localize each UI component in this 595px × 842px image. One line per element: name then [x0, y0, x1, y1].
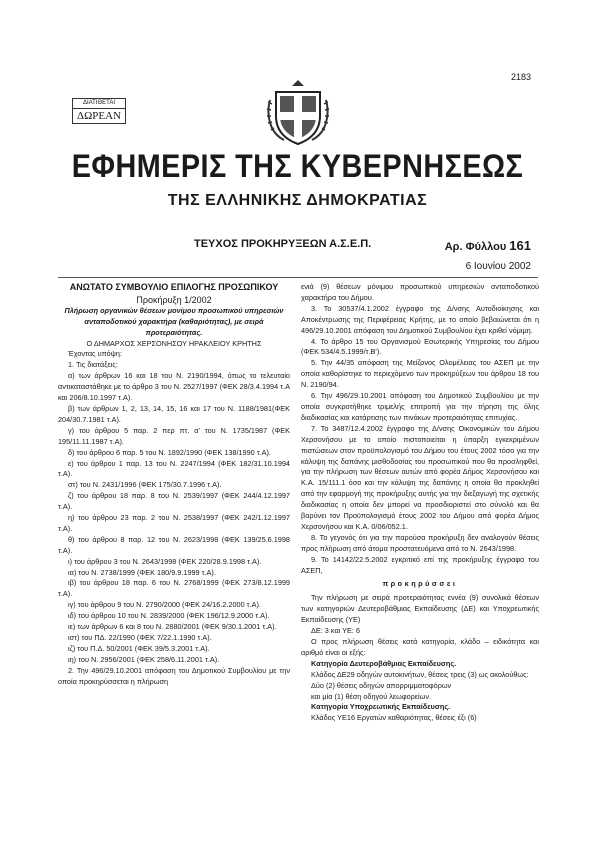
- announces-heading: προκηρύσσει: [382, 579, 458, 589]
- gazette-title: ΕΦΗΜΕΡΙΣ ΤΗΣ ΚΥΒΕΡΝΗΣΕΩΣ: [71, 148, 524, 184]
- provision-line: α) των άρθρων 16 και 18 του Ν. 2190/1994, όπως το τελευταίο αντικαταστάθηκε με το άρθρο 3 του Ν. 2527/1997 (ΦΕΚ 28/3.4.1994 τ.Α και 206/8.10.1997 τ.Α).: [58, 371, 290, 403]
- provision-line: γ) του άρθρου 5 παρ. 2 περ πτ. α' του Ν. 1735/1987 (ΦΕΚ 195/11.11.1987 τ.Α).: [58, 425, 290, 446]
- provision-line: 3. Το 30537/4.1.2002 έγγραφο της Δ/νσης Αυτοδιοίκησης και Αποκέντρωσης της Περιφέρειας Κρήτης, με το οποίο βεβαιώνεται ότι η 496/29.10.2001 απόφαση του Δημοτικού Συμβουλίου έχει κριθεί νόμιμη.: [301, 303, 539, 335]
- provision-line: ε) του άρθρου 1 παρ. 13 του Ν. 2247/1994 (ΦΕΚ 182/31.10.1994 τ.Α).: [58, 458, 290, 479]
- greek-coat-of-arms-icon: [266, 78, 330, 146]
- having-in-view: Έχοντας υπόψη:: [68, 349, 122, 359]
- issue-date: 6 Ιουνίου 2002: [465, 261, 531, 272]
- issue-type: ΤΕΥΧΟΣ ΠΡΟΚΗΡΥΞΕΩΝ Α.Σ.Ε.Π.: [194, 238, 372, 250]
- provision-line: 6. Την 496/29.10.2001 απόφαση του Δημοτικού Συμβουλίου με την οποία συγκροτήθηκε τριμελής επιτροπή για την τήρηση της όλης διαδικασίας και κατάρτισης των πινάκων προτεραιότητας επιτυχίας.: [301, 391, 539, 422]
- announcement-body-line: Ο προς πλήρωση θέσεις κατά κατηγορία, κλάδο – ειδικότητα και αριθμό είναι οι εξής:: [301, 637, 539, 657]
- stamp-line-2: ΔΩΡΕΑΝ: [77, 109, 121, 122]
- sheet-number-block: [445, 238, 531, 253]
- sheet-number: 161: [509, 238, 531, 253]
- provision-line: 4. Το άρθρο 15 του Οργανισμού Εσωτερικής Υπηρεσίας του Δήμου (ΦΕΚ 534/4.5.1999/τ.Β').: [301, 336, 539, 357]
- provision-line: δ) του άρθρου 6 παρ. 5 του Ν. 1892/1990 (ΦΕΚ 138/1990 τ.Α).: [68, 447, 271, 457]
- provision-line: ενιά (9) θέσεων μόνιμου προσωπικού υπηρεσιών ανταποδοτικού χαρακτήρα του Δήμου.: [301, 282, 539, 302]
- sheet-label: Αρ. Φύλλου: [444, 241, 507, 253]
- issuer: Ο ΔΗΜΑΡΧΟΣ ΧΕΡΣΟΝΗΣΟΥ ΗΡΑΚΛΕΙΟΥ ΚΡΗΤΗΣ: [86, 338, 262, 348]
- provision-line: ιβ) του άρθρου 18 παρ. 6 του Ν. 2768/1999 (ΦΕΚ 273/8.12.1999 τ.Α).: [58, 578, 290, 599]
- provision-line: β) των άρθρων 1, 2, 13, 14, 15, 16 και 17 του Ν. 1188/1981(ΦΕΚ 204/30.7.1981 τ.Α).: [58, 403, 290, 424]
- page-number: 2183: [510, 72, 531, 82]
- stamp-line-1: ΔΙΑΤΙΘΕΤΑΙ: [73, 99, 125, 109]
- announcement-body-line: ΔΕ: 3 και ΥΕ: 6: [311, 626, 361, 636]
- category-heading-ye: Κατηγορία Υποχρεωτικής Εκπαίδευσης.: [311, 702, 451, 712]
- announcement-body-line: Κλάδος ΥΕ16 Εργατών καθαριότητας, θέσεις έξι (6): [311, 713, 477, 723]
- organization-name: ΑΝΩΤΑΤΟ ΣΥΜΒΟΥΛΙΟ ΕΠΙΛΟΓΗΣ ΠΡΟΣΩΠΙΚΟΥ: [69, 282, 279, 292]
- provision-line: η) του άρθρου 23 παρ. 2 του Ν. 2538/1997 (ΦΕΚ 242/1.12.1997 τ.Α).: [58, 513, 290, 533]
- free-distribution-stamp: [72, 98, 126, 124]
- provision-paragraph: 1. Τις διατάξεις:: [68, 360, 118, 370]
- announcement-body-line: Κλάδος ΔΕ29 οδηγών αυτοκινήτων, θέσεις τρεις (3) ως ακολούθως:: [311, 669, 529, 679]
- provision-line: στ) του Ν. 2431/1996 (ΦΕΚ 175/30.7.1996 τ.Α).: [68, 480, 222, 490]
- gazette-subtitle: ΤΗΣ ΕΛΛΗΝΙΚΗΣ ΔΗΜΟΚΡΑΤΙΑΣ: [167, 192, 428, 209]
- provision-line: 7. Το 3487/12.4.2002 έγγραφο της Δ/νσης Οικονομικών του Δήμου Χερσονήσου με το οποίο πιστοποιείται η ύπαρξη εγκεκριμένων πιστώσεων στον προϋπολογισμό του Δήμου του έτους 2002 τόσο για την κάλυψη της δαπάνης μισθοδοσίας του προσωπικού που θα προσληφθεί, για την πλήρωση των θέσεων αυτών από φορέα Δήμος Χερσονήσου και Κ.Α. 15/111.1 όσο και την κάλυψη της δαπάνης η οποία θα προκληθεί από την εφαρμογή της προκήρυξης αυτής για την διεξαγωγή της σχετικής διαδικασίας η οποία δεν μπορεί να προσδιοριστεί στο σύνολό και θα βαρύνει τον Προϋπολογισμό έτους 2002 του Δήμου από φορέα Δήμος Χερσονήσου και Κ.Α. 0/06/052.1.: [301, 423, 539, 531]
- announcement-subject: Πλήρωση οργανικών θέσεων μονίμου προσωπικού υπηρεσιών ανταποδοτικού χαρακτήρα (καθαριότητας), με σειρά προτεραιότητας.: [64, 305, 284, 337]
- provision-line: 8. Το γεγονός ότι για την παρούσα προκήρυξη δεν αναλογούν θέσεις προς πλήρωση από άτομα προστατευόμενα από το Ν. 2643/1998.: [301, 532, 539, 553]
- provision-line: 5. Την 44/35 απόφαση της Μείζονος Ολομέλειας του ΑΣΕΠ με την οποία καθορίστηκε το περιεχόμενο των προκηρύξεων του άρθρου 18 του Ν. 2190/94.: [301, 358, 539, 390]
- provision-line: ι) του άρθρου 3 του Ν. 2643/1998 (ΦΕΚ 220/28.9.1998 τ.Α).: [68, 556, 262, 566]
- announcement-body-line: και μία (1) θέση οδηγού λεωφορείων.: [311, 691, 432, 701]
- provision-line: ια) του Ν. 2738/1999 (ΦΕΚ 180/9.9.1999 τ.Α).: [68, 567, 216, 577]
- provision-line: ιστ) του ΠΔ. 22/1990 (ΦΕΚ 7/22.1.1990 τ.Α).: [68, 633, 212, 642]
- provision-line: ιη) του Ν. 2956/2001 (ΦΕΚ 258/6.11.2001 τ.Α).: [68, 654, 220, 664]
- provision-line: θ) του άρθρου 8 παρ. 12 του Ν. 2623/1998 (ΦΕΚ 139/25.6.1998 τ.Α).: [58, 534, 290, 555]
- provision-line: ιε) των άρθρων 6 και 8 του Ν. 2880/2001 (ΦΕΚ 9/30.1.2001 τ.Α).: [68, 622, 277, 632]
- provision-line: ιγ) του άρθρου 9 του Ν. 2790/2000 (ΦΕΚ 24/16.2.2000 τ.Α).: [68, 600, 261, 610]
- provision-line: ιδ) του άρθρου 10 του Ν. 2839/2000 (ΦΕΚ 196/12.9.2000 τ.Α).: [68, 611, 270, 621]
- provision-line: 9. Το 14142/22.5.2002 εγκριτικό επί της προκήρυξης έγγραφο του ΑΣΕΠ,: [301, 554, 539, 575]
- announcement-body-line: Δύο (2) θέσεις οδηγών απορριμματοφόρων: [311, 680, 452, 690]
- announcement-number: Προκήρυξη 1/2002: [136, 294, 212, 305]
- category-heading-de: Κατηγορία Δευτεροβάθμιας Εκπαίδευσης.: [311, 658, 457, 668]
- right-column: [301, 282, 539, 724]
- left-column: [58, 282, 290, 688]
- announcement-body-line: Την πλήρωση με σειρά προτεραιότητας εννέα (9) συνολικά θέσεων των κατηγοριών Δευτεροβάθμιας Εκπαίδευσης (ΔΕ) και Υποχρεωτικής Εκπαίδευσης (ΥΕ): [301, 593, 539, 625]
- provision-line: 2. Την 496/29.10.2001 απόφαση του Δημοτικού Συμβουλίου με την οποία προκηρύσσεται η πλήρωση: [58, 665, 290, 686]
- provision-line: ζ) του άρθρου 18 παρ. 8 του Ν. 2539/1997 (ΦΕΚ 244/4.12.1997 τ.Α).: [58, 491, 290, 512]
- provision-line: ιζ) του Π.Δ. 50/2001 (ΦΕΚ 39/5.3.2001 τ.Α).: [68, 643, 210, 653]
- header-divider: [58, 277, 538, 278]
